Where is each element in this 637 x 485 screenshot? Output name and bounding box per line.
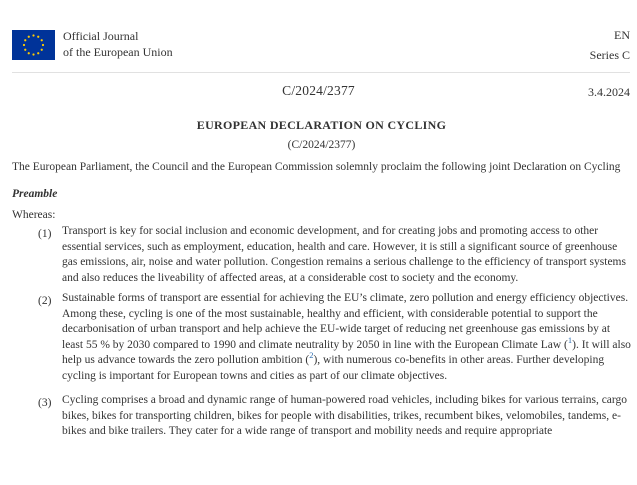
eu-flag-graphic: [12, 30, 55, 60]
journal-header: [0, 0, 637, 72]
flag-star: [41, 39, 43, 41]
recital-text-part: , with numerous co-benefits in other areas. Further developing cycling is important for European towns and cities as part of our climate objectives.: [62, 354, 605, 382]
footnote-paren-open: (: [561, 338, 568, 351]
recital-number: (1): [38, 228, 52, 240]
recital-text-part: Sustainable forms of transport are essential for achieving the EU’s climate, zero pollution and energy efficiency objectives. Among these, cycling is one of the most sustainable, healthy and efficient, with considerable potential to support the decarbonisation of urban transport and help achieve the EU-wide target of reducing net greenhouse gas emissions by at least 55 % by 2030 compared to 1990 and climate neutrality by 2050 in line with the European Climate Law: [62, 292, 629, 351]
footnote-link-1[interactable]: 1: [567, 334, 573, 345]
preamble-heading: Preamble: [12, 188, 58, 200]
flag-star: [24, 49, 26, 51]
language-code: EN: [614, 28, 630, 42]
document-number: C/2024/2377: [282, 83, 355, 98]
document-title: EUROPEAN DECLARATION ON CYCLING: [196, 118, 447, 132]
flag-star: [37, 36, 39, 38]
recital-text: [62, 291, 632, 384]
journal-title: [63, 28, 173, 60]
recital-number: (3): [38, 397, 52, 409]
journal-title-line1: Official Journal: [63, 29, 139, 43]
series-label: Series C: [589, 48, 630, 62]
journal-title-line2: of the European Union: [63, 45, 173, 59]
eu-flag-icon: [12, 30, 55, 60]
document-subnumber: (C/2024/2377): [287, 139, 356, 151]
flag-star: [32, 34, 34, 36]
recital-text: Cycling comprises a broad and dynamic range of human-powered road vehicles, including bikes for various terrains, cargo bikes, bikes for transporting children, bikes for people with disabilities, trikes, recumbent bikes, velomobiles, tandems, e-bikes and bike trailers. They cater for a wide range of transport and mobility needs and require appropriate: [62, 394, 628, 437]
flag-star: [23, 44, 25, 46]
whereas-label: Whereas:: [12, 209, 56, 221]
recital-text-part: . It will also help us advance towards the zero pollution ambition: [62, 338, 631, 366]
flag-star: [32, 53, 34, 55]
flag-star: [42, 44, 44, 46]
footnote-paren-close: ): [313, 354, 318, 366]
flag-star: [24, 39, 26, 41]
document-date: 3.4.2024: [588, 85, 630, 99]
header-divider: [12, 72, 630, 73]
flag-star: [28, 36, 30, 38]
flag-star: [37, 52, 39, 54]
recital-text: Transport is key for social inclusion and economic development, and for creating jobs and promoting access to other essential services, such as employment, education, health and care. However, it is still a significant source of greenhouse gas emissions, air, noise and water pollution. Congestion remains a serious challenge to the efficiency of transport systems and also reduces the liveability of affected areas, at a considerable cost to society and the economy.: [62, 225, 626, 284]
footnote-paren-open: (: [302, 354, 310, 366]
intro-paragraph: The European Parliament, the Council and the European Commission solemnly proclaim the following joint Declaration on Cycling: [12, 161, 621, 173]
flag-star: [28, 52, 30, 54]
footnote-paren-close: ): [572, 338, 576, 351]
recital-number: (2): [38, 295, 52, 307]
flag-star: [41, 49, 43, 51]
footnote-link-2[interactable]: 2: [309, 350, 314, 361]
